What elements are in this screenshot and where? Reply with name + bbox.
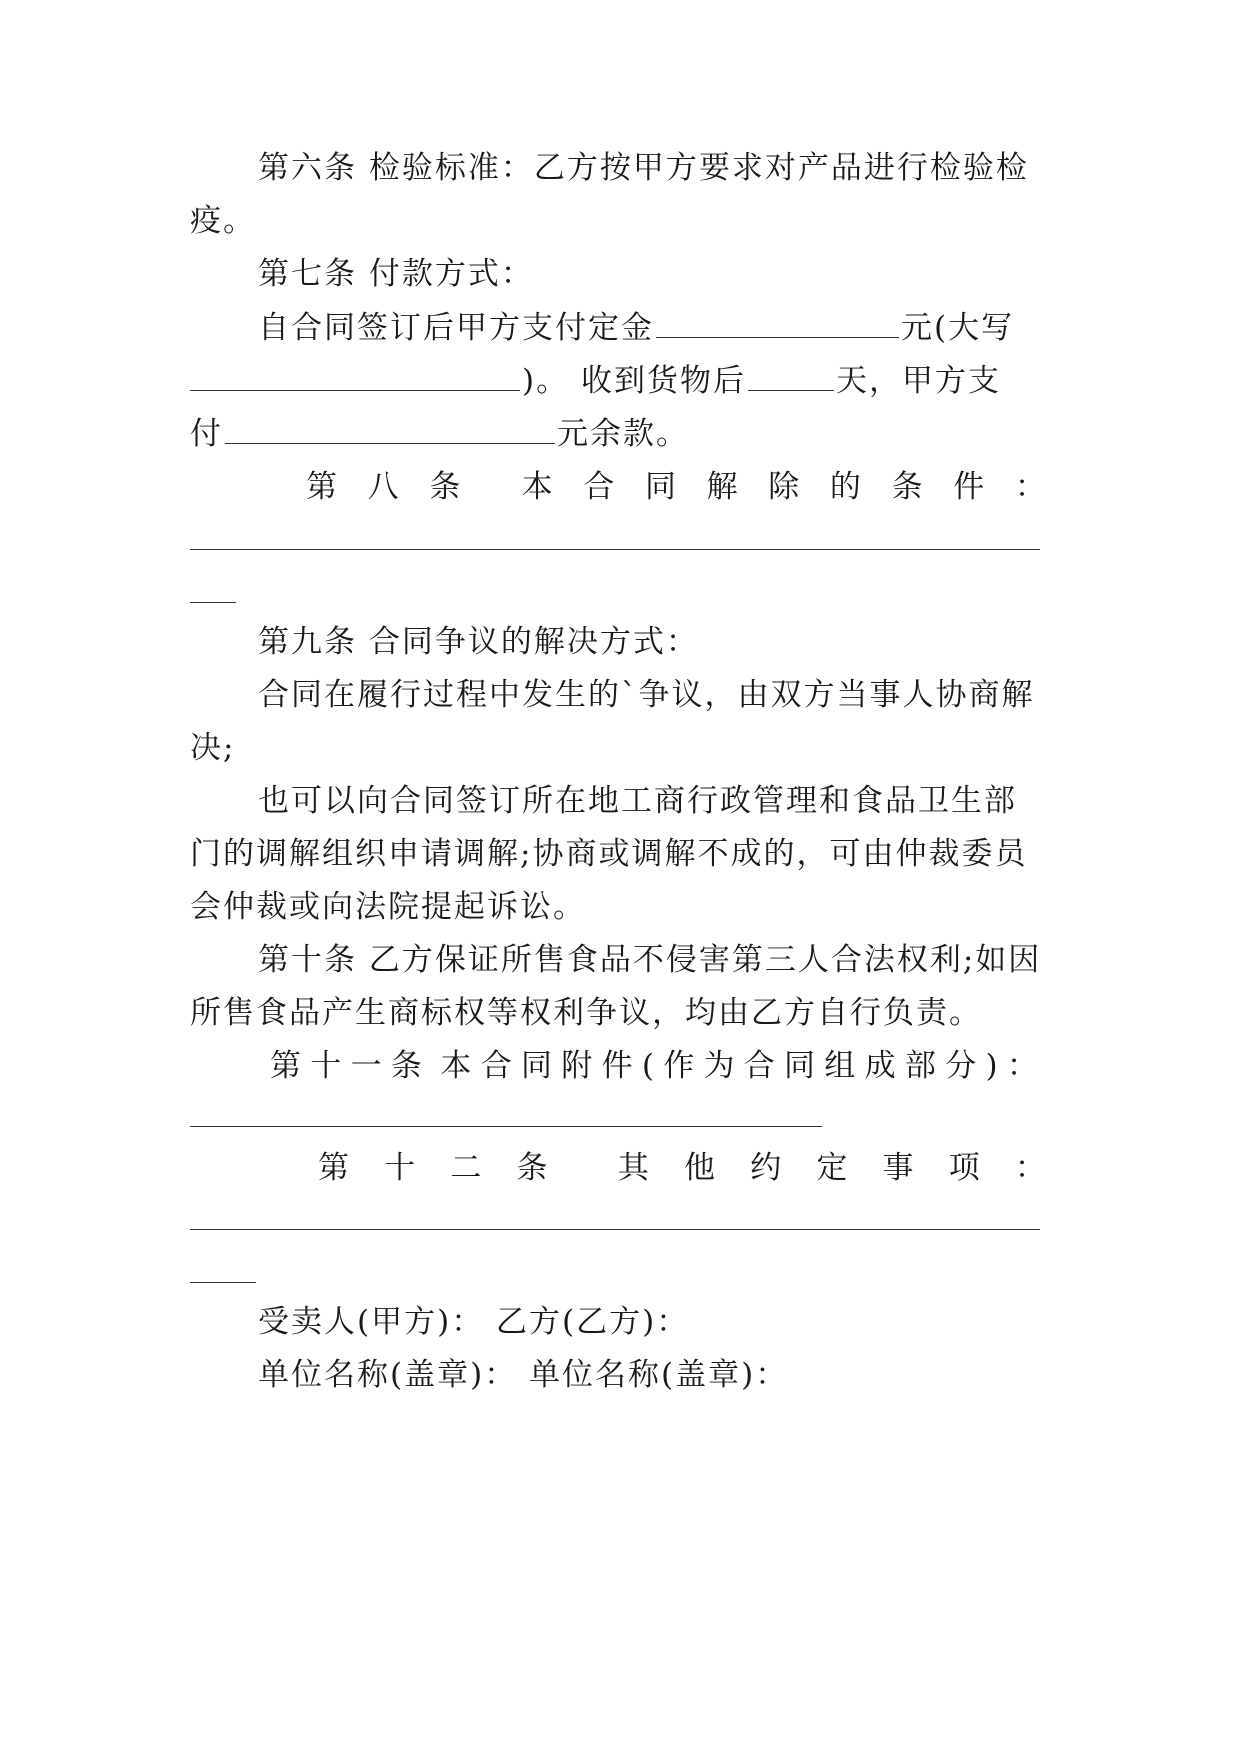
article11-char: 同 — [784, 1048, 816, 1084]
article12-char: 条 — [516, 1150, 548, 1186]
article8-heading — [306, 467, 1046, 507]
article12-char: ： — [1014, 1150, 1046, 1186]
balance-amount-blank — [225, 413, 555, 444]
article11-blank-line — [190, 1126, 822, 1127]
article11-char: 组 — [824, 1048, 856, 1084]
article12-char: 他 — [684, 1150, 716, 1186]
article7-text-deposit: 自合同签订后甲方支付定金 — [258, 310, 654, 346]
article12-char: 第 — [318, 1150, 349, 1186]
article11-char: 分 — [945, 1048, 977, 1084]
article11-char: 本 — [440, 1048, 472, 1084]
article11-char: ： — [1006, 1048, 1038, 1084]
article12-char: 事 — [882, 1150, 914, 1186]
article7-text-balance: 元余款。 — [557, 416, 689, 452]
article8-blank-line1 — [190, 549, 1040, 550]
article12-char: 约 — [750, 1150, 782, 1186]
article8-blank-line2 — [190, 602, 236, 603]
article9-p2-line2: 门的调解组织申请调解;协商或调解不成的，可由仲裁委员 — [190, 836, 1028, 872]
article8-char: 件 — [953, 469, 985, 505]
article8-char: 八 — [367, 469, 399, 505]
article6-line2: 疫。 — [190, 203, 256, 239]
article12-char: 其 — [617, 1150, 649, 1186]
article8-char: 条 — [891, 469, 923, 505]
article10-line2: 所售食品产生商标权等权利争议，均由乙方自行负责。 — [190, 995, 982, 1031]
signature-unit-line: 单位名称(盖章)： 单位名称(盖章)： — [258, 1357, 789, 1393]
article9-p2-line3: 会仲裁或向法院提起诉讼。 — [190, 889, 586, 925]
article9-p2-line1: 也可以向合同签订所在地工商行政管理和食品卫生部 — [258, 783, 1017, 819]
article11-char: 作 — [663, 1048, 695, 1084]
capital-amount-blank — [190, 360, 520, 391]
signature-party-line: 受卖人(甲方)： 乙方(乙方)： — [258, 1304, 690, 1340]
article8-char: 第 — [306, 469, 337, 505]
article11-char: 一 — [350, 1048, 382, 1084]
article11-char: 十 — [310, 1048, 342, 1084]
article8-char: ： — [1014, 469, 1046, 505]
article12-char: 项 — [948, 1150, 980, 1186]
article11-char: 部 — [904, 1048, 936, 1084]
article12-heading — [318, 1148, 1046, 1188]
article6-line1: 第六条 检验标准：乙方按甲方要求对产品进行检验检 — [258, 150, 1029, 186]
article11-char: 合 — [480, 1048, 512, 1084]
article7-title: 第七条 付款方式： — [258, 256, 534, 292]
article7-para-line1 — [258, 307, 1060, 347]
days-blank — [748, 360, 834, 391]
article11-char: 合 — [743, 1048, 775, 1084]
article12-char: 定 — [816, 1150, 848, 1186]
article11-char: 为 — [703, 1048, 735, 1084]
article11-char: 条 — [390, 1048, 422, 1084]
article12-char: 十 — [384, 1150, 416, 1186]
article8-char: 条 — [429, 469, 461, 505]
article11-char: 附 — [561, 1048, 593, 1084]
article9-title: 第九条 合同争议的解决方式： — [258, 624, 699, 660]
article7-para-line2 — [190, 360, 1060, 400]
article11-char: 同 — [520, 1048, 552, 1084]
article11-char: ( — [641, 1048, 654, 1084]
article7-para-line3 — [190, 413, 1060, 453]
article10-line1: 第十条 乙方保证所售食品不侵害第三人合法权利;如因 — [258, 942, 1042, 978]
article11-char: ) — [985, 1048, 998, 1084]
article11-char: 成 — [864, 1048, 896, 1084]
deposit-amount-blank — [656, 307, 899, 338]
article7-text-fu: 付 — [190, 416, 223, 452]
article9-p1-line1: 合同在履行过程中发生的`争议，由双方当事人协商解 — [258, 677, 1035, 713]
article12-char: 二 — [450, 1150, 482, 1186]
article8-char: 解 — [706, 469, 738, 505]
article12-blank-line1 — [190, 1229, 1040, 1230]
article7-text-capital: 元(大写 — [901, 310, 1015, 346]
article8-char: 的 — [829, 469, 861, 505]
article11-char: 件 — [601, 1048, 633, 1084]
article8-char: 合 — [583, 469, 615, 505]
article7-text-pay: 天，甲方支 — [835, 363, 1001, 399]
article7-text-received: )。 收到货物后 — [522, 363, 746, 399]
article8-char: 除 — [768, 469, 800, 505]
article12-blank-line2 — [190, 1282, 256, 1283]
article8-char: 同 — [644, 469, 676, 505]
article11-char: 第 — [270, 1048, 301, 1084]
article9-p1-line2: 决; — [190, 730, 236, 766]
article8-char: 本 — [521, 469, 553, 505]
article11-heading — [270, 1046, 1038, 1086]
